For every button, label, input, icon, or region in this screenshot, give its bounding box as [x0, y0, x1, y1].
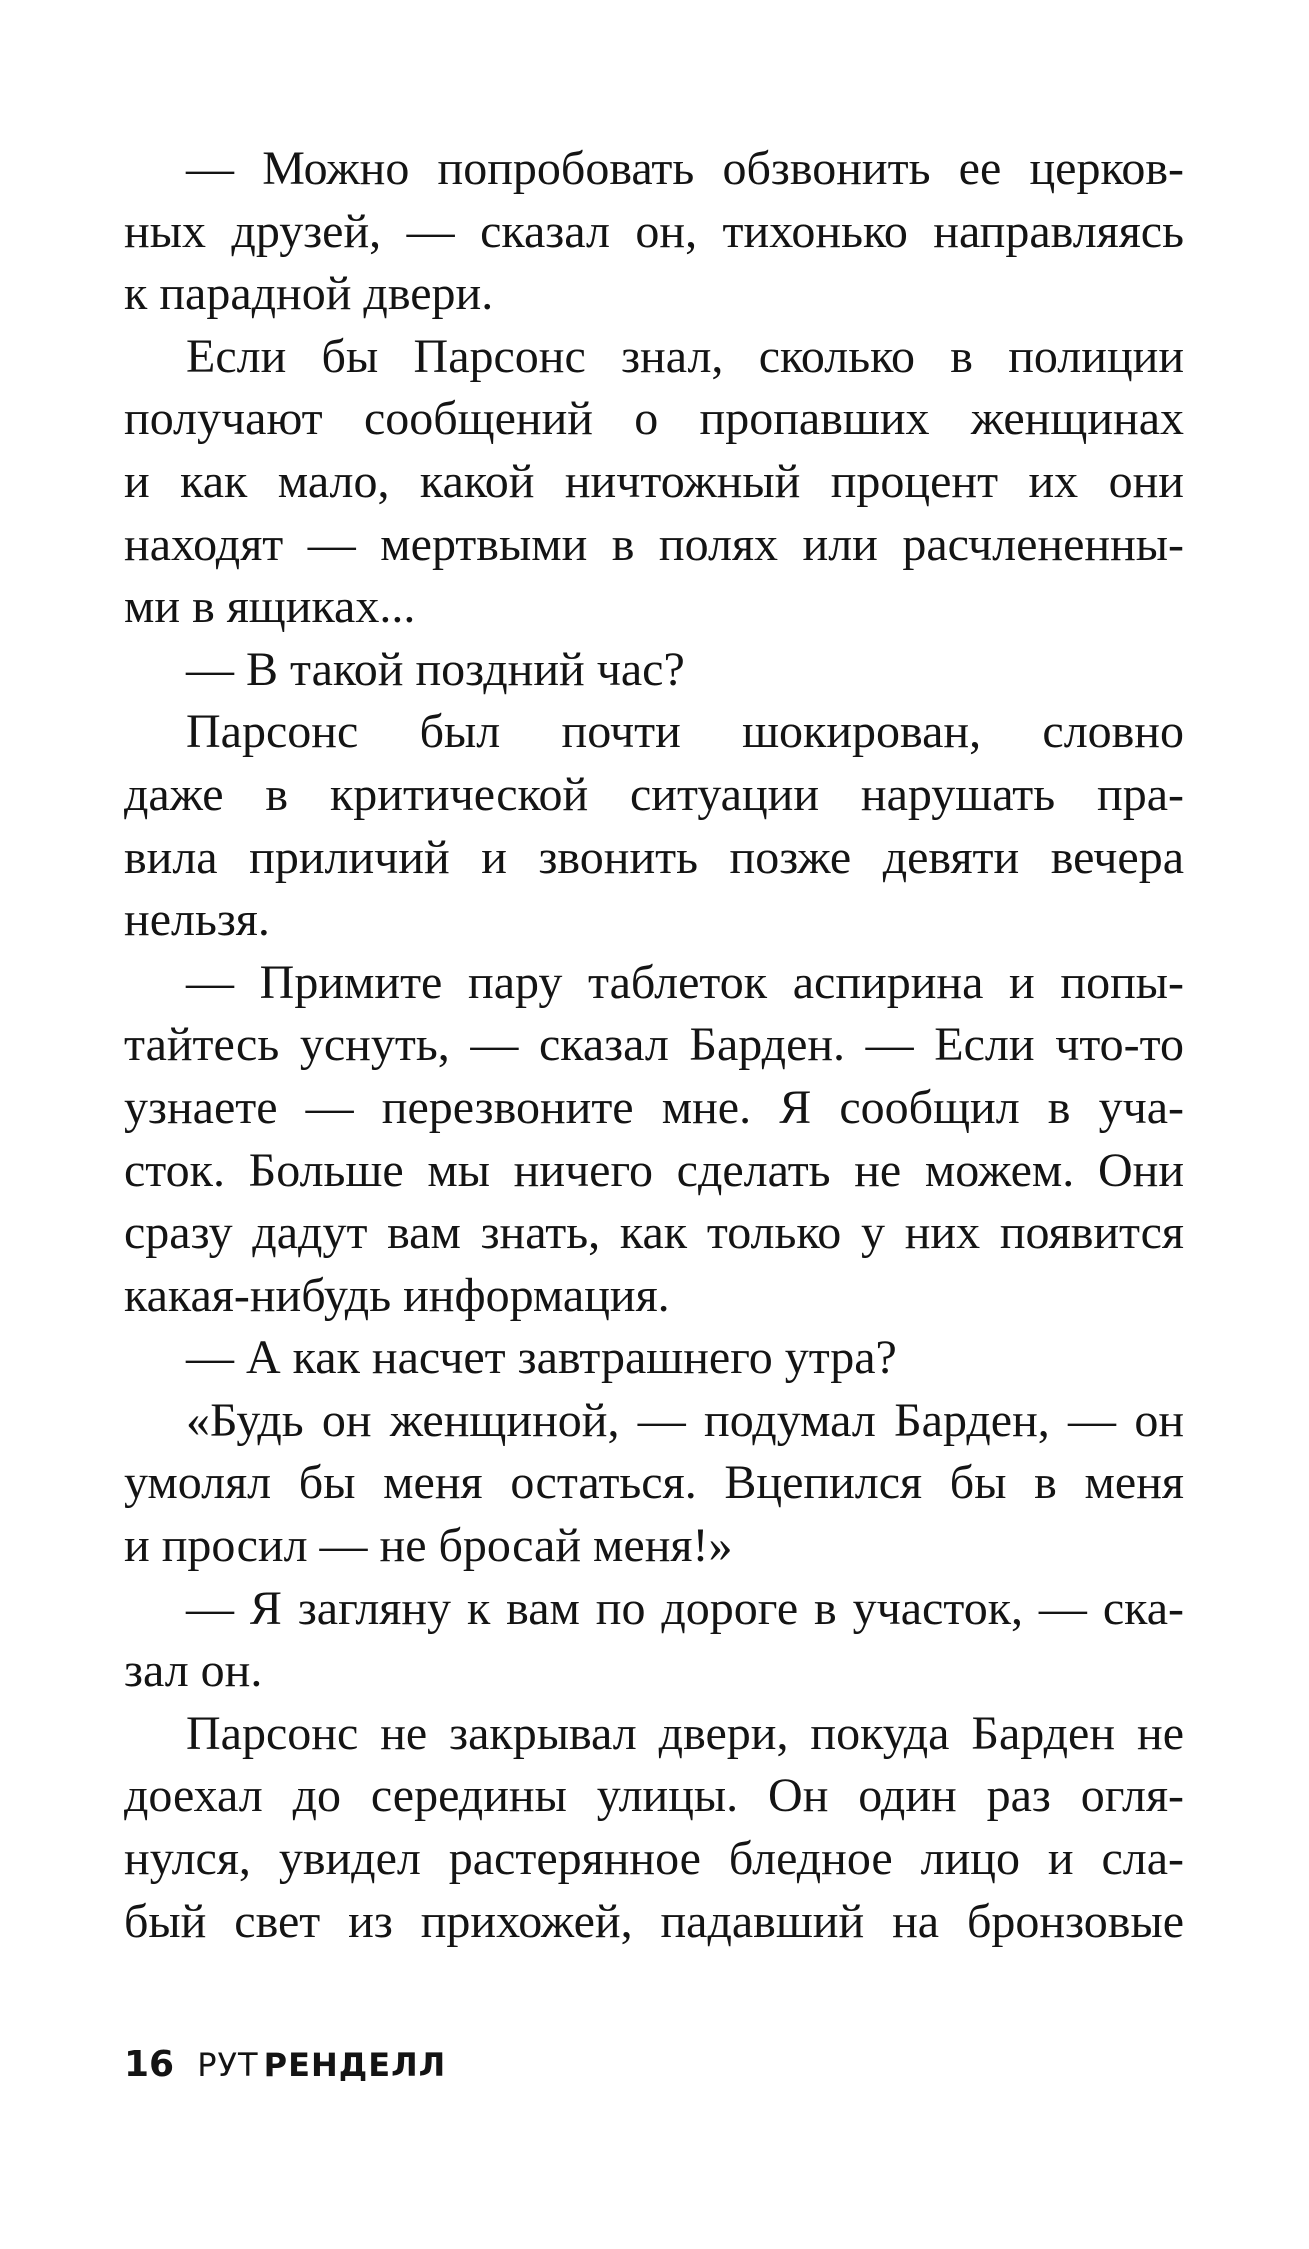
text-line: — Я загляну к вам по дороге в участок, — ска-	[186, 1581, 1184, 1635]
text-line: сразу дадут вам знать, как только у них появится	[124, 1206, 1184, 1260]
text-line: узнаете — перезвоните мне. Я сообщил в уча-	[124, 1080, 1184, 1134]
text-line: Парсонс был почти шокирован, словно	[186, 705, 1184, 759]
text-line: — А как насчет завтрашнего утра?	[186, 1331, 897, 1385]
text-line: даже в критической ситуации нарушать пра-	[124, 767, 1184, 821]
text-line: Если бы Парсонс знал, сколько в полиции	[186, 329, 1184, 383]
text-line: ми в ящиках...	[124, 580, 416, 634]
text-line: нельзя.	[124, 893, 270, 947]
text-line: — В такой поздний час?	[186, 642, 685, 696]
author-first-name: РУТ	[197, 2046, 259, 2084]
page-footer	[124, 2040, 446, 2090]
text-line: находят — мертвыми в полях или расчлененны-	[124, 517, 1184, 571]
text-line: и просил — не бросай меня!»	[124, 1519, 733, 1573]
text-line: вила приличий и звонить позже девяти вечера	[124, 830, 1184, 884]
text-line: тайтесь уснуть, — сказал Барден. — Если что-то	[124, 1018, 1184, 1072]
text-line: к парадной двери.	[124, 267, 494, 321]
body-text	[124, 138, 1184, 1953]
text-line: «Будь он женщиной, — подумал Барден, — он	[186, 1393, 1184, 1447]
text-line: Парсонс не закрывал двери, покуда Барден не	[186, 1706, 1184, 1760]
text-line: — Примите пару таблеток аспирина и попы-	[186, 955, 1184, 1009]
text-line: бый свет из прихожей, падавший на бронзовые	[124, 1894, 1184, 1948]
page-number: 16	[124, 2044, 175, 2085]
author-last-name: РЕНДЕЛЛ	[263, 2046, 447, 2084]
text-line: умолял бы меня остаться. Вцепился бы в меня	[124, 1456, 1184, 1510]
text-line: нулся, увидел растерянное бледное лицо и сла-	[124, 1832, 1184, 1886]
text-line: получают сообщений о пропавших женщинах	[124, 392, 1184, 446]
text-line: какая-нибудь информация.	[124, 1268, 670, 1322]
text-line: зал он.	[124, 1644, 263, 1698]
text-line: и как мало, какой ничтожный процент их они	[124, 454, 1184, 508]
text-line: — Можно попробовать обзвонить ее церков-	[186, 142, 1184, 195]
text-line: ных друзей, — сказал он, тихонько направляясь	[124, 204, 1184, 258]
text-line: доехал до середины улицы. Он один раз огля-	[124, 1769, 1184, 1823]
text-line: сток. Больше мы ничего сделать не можем. Они	[124, 1143, 1184, 1197]
